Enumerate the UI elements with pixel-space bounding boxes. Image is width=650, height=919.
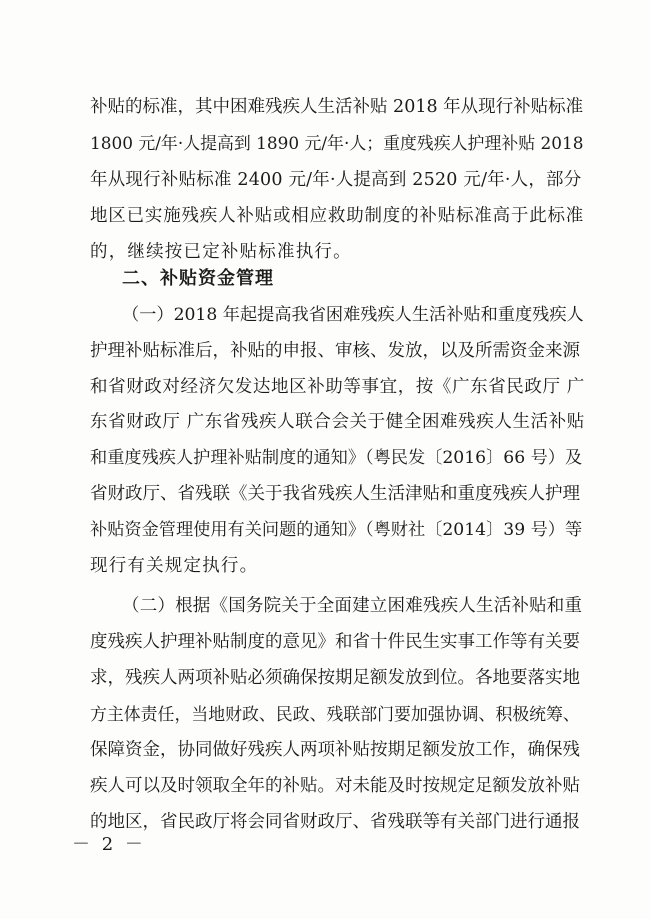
- text-line: 补贴资金管理使用有关问题的通知》（粤财社〔2014〕39 号）等: [90, 520, 583, 540]
- text-line: （二）根据《国务院关于全面建立困难残疾人生活补贴和重: [122, 596, 583, 616]
- text-line: 保障资金，协同做好残疾人两项补贴按期足额发放工作，确保残: [90, 740, 580, 760]
- section-heading: 二、补贴资金管理: [122, 268, 274, 289]
- text-line: 求，残疾人两项补贴必须确保按期足额发放到位。各地要落实地: [90, 668, 580, 688]
- text-line: 的地区，省民政厅将会同省财政厅、省残联等有关部门进行通报: [90, 812, 580, 832]
- text-line: 方主体责任，当地财政、民政、残联部门要加强协调、积极统筹、: [90, 704, 580, 724]
- text-line: （一）2018 年起提高我省困难残疾人生活补贴和重度残疾人: [122, 305, 584, 325]
- text-line: 的，继续按已定补贴标准执行。: [90, 242, 352, 262]
- text-line: 省财政厅、省残联《关于我省残疾人生活津贴和重度残疾人护理: [90, 484, 580, 504]
- text-line: 护理补贴标准后，补贴的申报、审核、发放，以及所需资金来源: [90, 341, 580, 361]
- text-line: 现行有关规定执行。: [90, 556, 259, 576]
- text-line: 年从现行补贴标准 2400 元/年·人提高到 2520 元/年·人，部分: [90, 170, 582, 190]
- text-line: 和重度残疾人护理补贴制度的通知》（粤民发〔2016〕66 号）及: [90, 448, 583, 468]
- text-line: 地区已实施残疾人补贴或相应救助制度的补贴标准高于此标准: [90, 206, 585, 226]
- text-line: 东省财政厅 广东省残疾人联合会关于健全困难残疾人生活补贴: [90, 412, 585, 432]
- text-line: 1800 元/年·人提高到 1890 元/年·人；重度残疾人护理补贴 2018: [90, 133, 584, 153]
- text-line: 疾人可以及时领取全年的补贴。对未能及时按规定足额发放补贴: [90, 776, 580, 796]
- text-line: 度残疾人护理补贴制度的意见》和省十件民生实事工作等有关要: [90, 632, 580, 652]
- text-line: 补贴的标准，其中困难残疾人生活补贴 2018 年从现行补贴标准: [90, 97, 584, 117]
- page-number: － 2 －: [72, 834, 146, 855]
- text-line: 和省财政对经济欠发达地区补助等事宜，按《广东省民政厅 广: [90, 377, 585, 397]
